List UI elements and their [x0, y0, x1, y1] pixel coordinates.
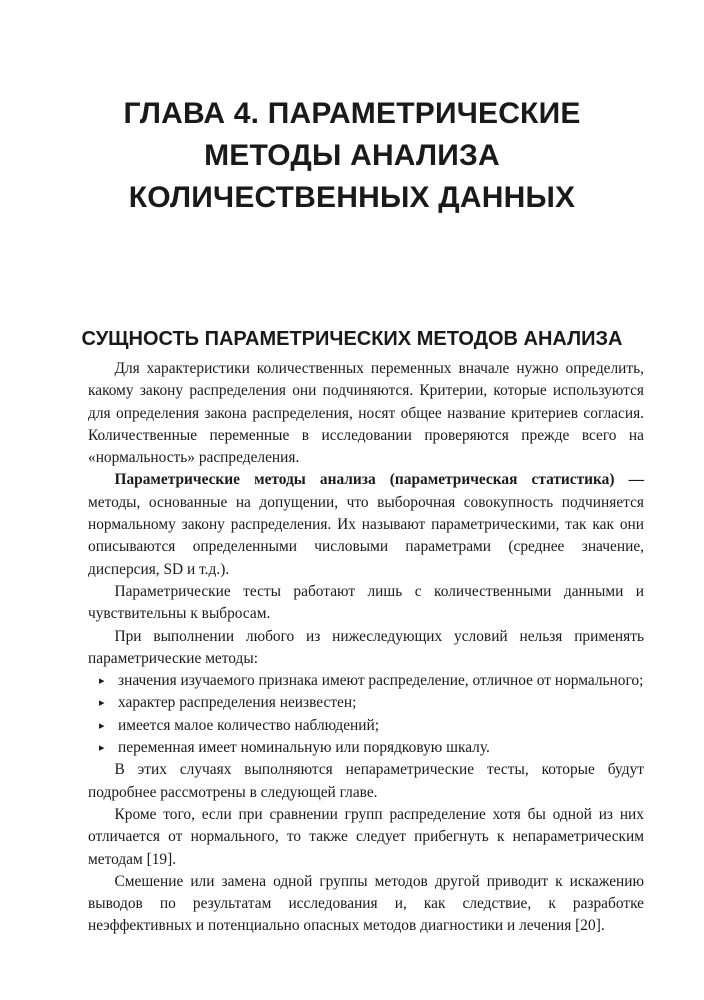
- list-item: [88, 715, 644, 737]
- bullet-arrow-icon: ▸: [99, 719, 105, 732]
- chapter-title: [60, 93, 644, 219]
- bullet-arrow-icon: ▸: [99, 742, 105, 755]
- paragraph-4: При выполнении любого из нижеследующих условий нельзя применять параметрические методы:: [88, 627, 644, 667]
- list-item-text: характер распределения неизвестен;: [118, 694, 357, 712]
- paragraph-6: Кроме того, если при сравнении групп распределение хотя бы одной из них отличается от нормального, то также следует прибегнуть к непараметрическим методам [19].: [88, 805, 644, 868]
- paragraph-2: [88, 469, 644, 580]
- list-item-text: имеется малое количество наблюдений;: [118, 716, 380, 734]
- list-item-text: значения изучаемого признака имеют распределение, отличное от нормального;: [118, 672, 644, 690]
- paragraph-2-definition: методы, основанные на допущении, что выборочная совокупность подчиняется нормальному закону распределения. Их называют параметрическими, так как они описываются определенными числовыми параметрами (среднее значение, дисперсия, SD и т.д.).: [88, 493, 644, 578]
- list-item: [88, 737, 644, 759]
- list-item: [88, 692, 644, 714]
- list-item-text: переменная имеет номинальную или порядковую шкалу.: [118, 739, 490, 757]
- paragraph-7: Смешение или замена одной группы методов другой приводит к искажению выводов по результатам исследования и, как следствие, к разработке неэффективных и потенциально опасных методов диагностики и лечения [20].: [88, 872, 644, 935]
- chapter-title-line-1: ГЛАВА 4. ПАРАМЕТРИЧЕСКИЕ: [123, 97, 581, 130]
- paragraph-2-term: Параметрические методы анализа (параметрическая статистика) —: [114, 471, 644, 489]
- paragraph-3: Параметрические тесты работают лишь с количественными данными и чувствительны к выбросам.: [88, 582, 644, 623]
- paragraph-5: В этих случаях выполняются непараметрические тесты, которые будут подробнее рассмотрены в следующей главе.: [88, 761, 644, 801]
- bullet-arrow-icon: ▸: [99, 697, 105, 710]
- section-heading: СУЩНОСТЬ ПАРАМЕТРИЧЕСКИХ МЕТОДОВ АНАЛИЗА: [81, 328, 623, 350]
- conditions-list: [88, 670, 644, 759]
- bullet-arrow-icon: ▸: [99, 675, 105, 688]
- chapter-title-line-3: КОЛИЧЕСТВЕННЫХ ДАННЫХ: [128, 181, 576, 214]
- list-item: [88, 670, 644, 692]
- section-body: [88, 358, 644, 938]
- chapter-title-line-2: МЕТОДЫ АНАЛИЗА: [204, 139, 500, 172]
- paragraph-1: Для характеристики количественных переменных вначале нужно определить, какому закону распределения они подчиняются. Критерии, которые используются для определения закона распределения, носят общее название критериев согласия. Количественные переменные в исследовании проверяются прежде всего на «нормальность» распределения.: [88, 360, 644, 467]
